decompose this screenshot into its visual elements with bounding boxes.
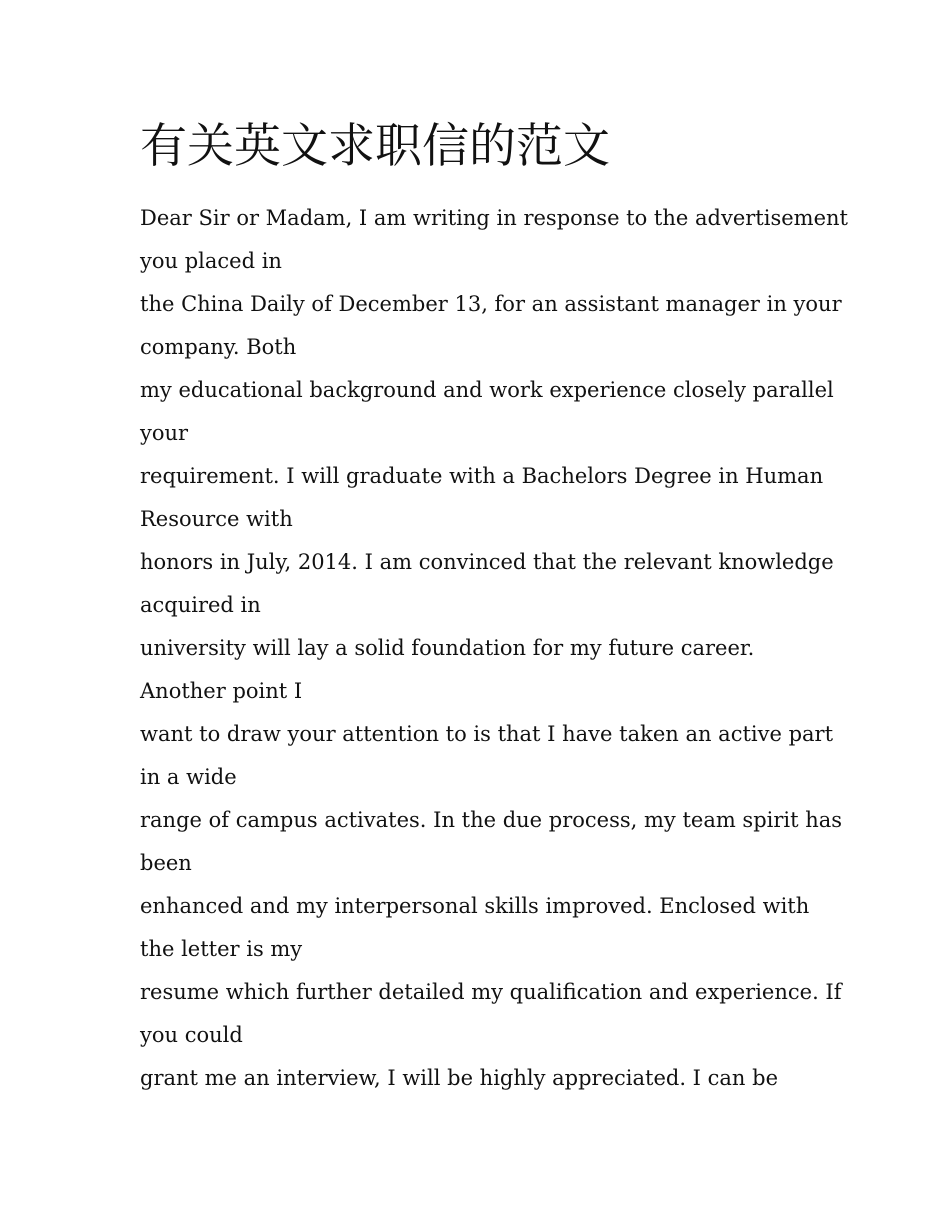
document-title: 有关英文求职信的范文 [140,119,610,174]
body-line: the China Daily of December 13, for an assistant manager in your [140,292,842,316]
body-line: you placed in [140,249,282,273]
body-line: grant me an interview, I will be highly appreciated. I can be [140,1066,778,1090]
body-line: been [140,851,192,875]
body-line: requirement. I will graduate with a Bachelors Degree in Human [140,464,824,488]
body-line: Dear Sir or Madam, I am writing in response to the advertisement [140,206,848,230]
body-line: the letter is my [140,937,303,961]
body-line: want to draw your attention to is that I have taken an active part [140,722,834,746]
body-line: your [140,421,189,445]
body-line: Another point I [140,679,303,703]
body-line: my educational background and work experience closely parallel [140,378,834,402]
body-line: you could [140,1023,243,1047]
body-line: enhanced and my interpersonal skills improved. Enclosed with [140,894,810,918]
body-line: in a wide [140,765,237,789]
body-line: Resource with [140,507,293,531]
document-body [140,197,848,1100]
body-line: resume which further detailed my qualification and experience. If [140,980,842,1004]
body-line: range of campus activates. In the due process, my team spirit has [140,808,843,832]
body-line: company. Both [140,335,297,359]
body-line: university will lay a solid foundation for my future career. [140,636,755,660]
body-line: honors in July, 2014. I am convinced that the relevant knowledge [140,550,834,574]
body-line: acquired in [140,593,261,617]
